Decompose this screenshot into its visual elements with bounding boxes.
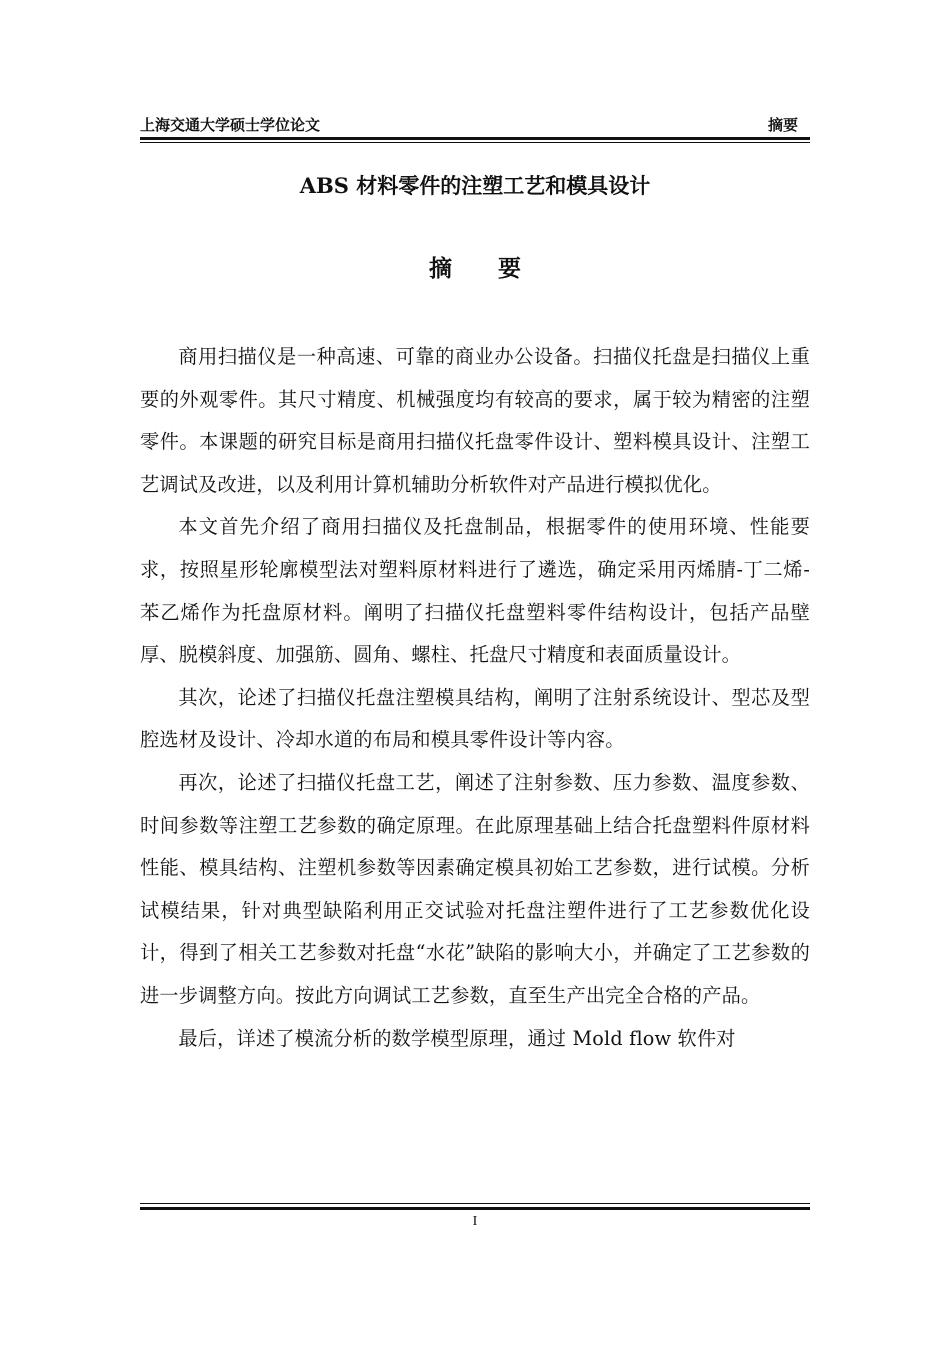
header-rule-thick xyxy=(140,137,810,140)
header-university-title: 上海交通大学硕士学位论文 xyxy=(140,116,321,134)
abstract-paragraph-3: 其次，论述了扫描仪托盘注塑模具结构，阐明了注射系统设计、型芯及型腔选材及设计、冷却水道的布局和模具零件设计等内容。 xyxy=(140,685,810,752)
abstract-paragraph-2: 本文首先介绍了商用扫描仪及托盘制品，根据零件的使用环境、性能要求，按照星形轮廓模型法对塑料原材料进行了遴选，确定采用丙烯腈-丁二烯-苯乙烯作为托盘原材料。阐明了扫描仪托盘塑料零件结构设计，包括产品壁厚、脱模斜度、加强筋、圆角、螺柱、托盘尺寸精度和表面质量设计。 xyxy=(140,515,810,667)
footer-rule-thick xyxy=(140,1207,810,1210)
thesis-title: ABS 材料零件的注塑工艺和模具设计 xyxy=(299,173,651,198)
abstract-heading: 摘 要 xyxy=(429,256,521,282)
abstract-paragraph-1: 商用扫描仪是一种高速、可靠的商业办公设备。扫描仪托盘是扫描仪上重要的外观零件。其尺寸精度、机械强度均有较高的要求，属于较为精密的注塑零件。本课题的研究目标是商用扫描仪托盘零件设计、塑料模具设计、注塑工艺调试及改进，以及利用计算机辅助分析软件对产品进行模拟优化。 xyxy=(140,345,810,496)
page-number: I xyxy=(472,1214,478,1229)
footer-rule-thin xyxy=(140,1203,810,1204)
running-header xyxy=(140,114,810,136)
abstract-paragraph-4: 再次，论述了扫描仪托盘工艺，阐述了注射参数、压力参数、温度参数、时间参数等注塑工艺参数的确定原理。在此原理基础上结合托盘塑料件原材料性能、模具结构、注塑机参数等因素确定模具初始工艺参数，进行试模。分析试模结果，针对典型缺陷利用正交试验对托盘注塑件进行了工艺参数优化设计，得到了相关工艺参数对托盘“水花”缺陷的影响大小，并确定了工艺参数的进一步调整方向。按此方向调试工艺参数，直至生产出完全合格的产品。 xyxy=(140,770,810,1007)
header-section-title: 摘要 xyxy=(767,116,798,134)
abstract-paragraph-5: 最后，详述了模流分析的数学模型原理，通过 Mold flow 软件对 xyxy=(178,1026,736,1050)
abstract-body xyxy=(140,336,810,1060)
header-rule-thin xyxy=(140,142,810,143)
